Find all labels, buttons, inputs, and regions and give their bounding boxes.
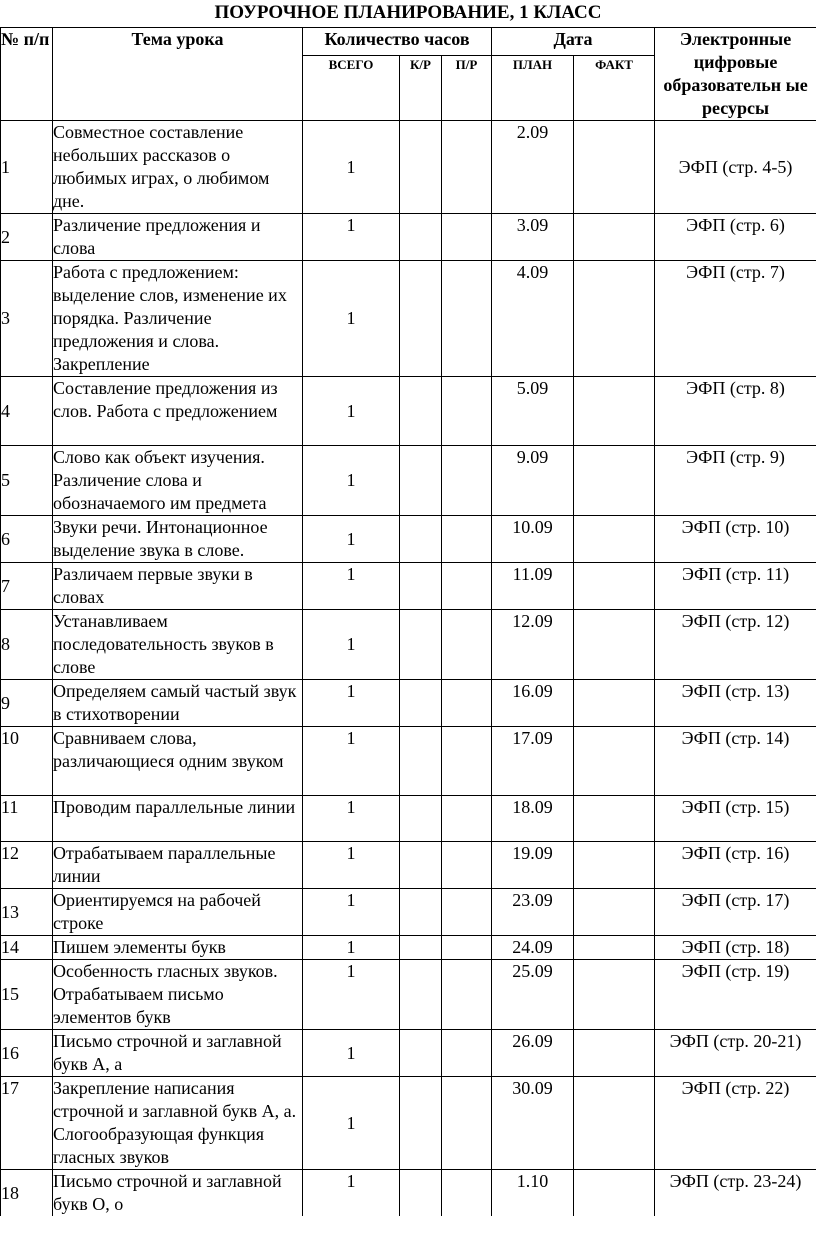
table-row bbox=[1, 1030, 816, 1077]
table-body bbox=[1, 121, 816, 1217]
cell-pr bbox=[442, 680, 492, 727]
cell-num: 17 bbox=[1, 1077, 53, 1170]
header-plan: ПЛАН bbox=[492, 56, 574, 121]
cell-topic: Проводим параллельные линии bbox=[53, 796, 303, 842]
cell-hours: 1 bbox=[303, 960, 400, 1030]
cell-resource: ЭФП (стр. 8) bbox=[655, 377, 816, 446]
cell-resource: ЭФП (стр. 22) bbox=[655, 1077, 816, 1170]
cell-num: 11 bbox=[1, 796, 53, 842]
cell-fact bbox=[574, 680, 655, 727]
cell-resource: ЭФП (стр. 20-21) bbox=[655, 1030, 816, 1077]
cell-num: 12 bbox=[1, 842, 53, 889]
cell-resource: ЭФП (стр. 17) bbox=[655, 889, 816, 936]
page-title: ПОУРОЧНОЕ ПЛАНИРОВАНИЕ, 1 КЛАСС bbox=[214, 2, 602, 23]
header-pr: П/Р bbox=[442, 56, 492, 121]
cell-plan: 12.09 bbox=[492, 610, 574, 680]
cell-fact bbox=[574, 796, 655, 842]
cell-pr bbox=[442, 1030, 492, 1077]
cell-topic: Закрепление написания строчной и заглавной букв А, а. Слогообразующая функция гласных звуков bbox=[53, 1077, 303, 1170]
cell-topic: Слово как объект изучения. Различение слова и обозначаемого им предмета bbox=[53, 446, 303, 516]
cell-hours: 1 bbox=[303, 936, 400, 960]
cell-fact bbox=[574, 563, 655, 610]
cell-kr bbox=[400, 563, 442, 610]
cell-hours: 1 bbox=[303, 1030, 400, 1077]
cell-topic: Ориентируемся на рабочей строке bbox=[53, 889, 303, 936]
cell-resource: ЭФП (стр. 11) bbox=[655, 563, 816, 610]
table-row bbox=[1, 1077, 816, 1170]
cell-pr bbox=[442, 563, 492, 610]
table-row bbox=[1, 121, 816, 214]
cell-num: 10 bbox=[1, 727, 53, 796]
cell-fact bbox=[574, 727, 655, 796]
header-date: Дата bbox=[492, 28, 655, 56]
cell-plan: 11.09 bbox=[492, 563, 574, 610]
table-row bbox=[1, 1170, 816, 1217]
cell-topic: Работа с предложением: выделение слов, изменение их порядка. Различение предложения и слова. Закрепление bbox=[53, 261, 303, 377]
cell-plan: 24.09 bbox=[492, 936, 574, 960]
table-row bbox=[1, 377, 816, 446]
cell-plan: 9.09 bbox=[492, 446, 574, 516]
cell-topic: Устанавливаем последовательность звуков в слове bbox=[53, 610, 303, 680]
cell-pr bbox=[442, 610, 492, 680]
cell-fact bbox=[574, 261, 655, 377]
cell-plan: 17.09 bbox=[492, 727, 574, 796]
cell-plan: 18.09 bbox=[492, 796, 574, 842]
cell-plan: 3.09 bbox=[492, 214, 574, 261]
cell-fact bbox=[574, 1030, 655, 1077]
cell-topic: Совместное составление небольших рассказов о любимых играх, о любимом дне. bbox=[53, 121, 303, 214]
cell-topic: Различаем первые звуки в словах bbox=[53, 563, 303, 610]
cell-pr bbox=[442, 214, 492, 261]
cell-plan: 25.09 bbox=[492, 960, 574, 1030]
cell-pr bbox=[442, 121, 492, 214]
cell-fact bbox=[574, 610, 655, 680]
table-row bbox=[1, 936, 816, 960]
cell-num: 6 bbox=[1, 516, 53, 563]
cell-fact bbox=[574, 446, 655, 516]
cell-num: 18 bbox=[1, 1170, 53, 1217]
cell-num: 7 bbox=[1, 563, 53, 610]
cell-fact bbox=[574, 936, 655, 960]
header-row-1 bbox=[1, 28, 816, 56]
cell-resource: ЭФП (стр. 7) bbox=[655, 261, 816, 377]
cell-resource: ЭФП (стр. 23-24) bbox=[655, 1170, 816, 1217]
cell-hours: 1 bbox=[303, 610, 400, 680]
header-topic: Тема урока bbox=[53, 28, 303, 121]
cell-pr bbox=[442, 1077, 492, 1170]
cell-resource: ЭФП (стр. 19) bbox=[655, 960, 816, 1030]
cell-kr bbox=[400, 842, 442, 889]
cell-hours: 1 bbox=[303, 796, 400, 842]
cell-kr bbox=[400, 889, 442, 936]
cell-kr bbox=[400, 796, 442, 842]
cell-pr bbox=[442, 446, 492, 516]
cell-pr bbox=[442, 936, 492, 960]
table-row bbox=[1, 261, 816, 377]
cell-pr bbox=[442, 516, 492, 563]
cell-kr bbox=[400, 1077, 442, 1170]
cell-hours: 1 bbox=[303, 377, 400, 446]
table-row bbox=[1, 214, 816, 261]
table-row bbox=[1, 960, 816, 1030]
cell-plan: 4.09 bbox=[492, 261, 574, 377]
cell-resource: ЭФП (стр. 18) bbox=[655, 936, 816, 960]
cell-resource: ЭФП (стр. 12) bbox=[655, 610, 816, 680]
cell-kr bbox=[400, 936, 442, 960]
cell-resource: ЭФП (стр. 13) bbox=[655, 680, 816, 727]
cell-num: 13 bbox=[1, 889, 53, 936]
cell-hours: 1 bbox=[303, 889, 400, 936]
cell-plan: 1.10 bbox=[492, 1170, 574, 1217]
lesson-plan-table bbox=[0, 27, 816, 1216]
table-row bbox=[1, 842, 816, 889]
cell-kr bbox=[400, 610, 442, 680]
cell-hours: 1 bbox=[303, 446, 400, 516]
cell-plan: 5.09 bbox=[492, 377, 574, 446]
cell-num: 5 bbox=[1, 446, 53, 516]
cell-kr bbox=[400, 727, 442, 796]
table-row bbox=[1, 446, 816, 516]
cell-pr bbox=[442, 377, 492, 446]
cell-kr bbox=[400, 214, 442, 261]
cell-topic: Различение предложения и слова bbox=[53, 214, 303, 261]
cell-topic: Составление предложения из слов. Работа с предложением bbox=[53, 377, 303, 446]
cell-pr bbox=[442, 727, 492, 796]
cell-num: 1 bbox=[1, 121, 53, 214]
cell-plan: 26.09 bbox=[492, 1030, 574, 1077]
cell-fact bbox=[574, 214, 655, 261]
cell-resource: ЭФП (стр. 14) bbox=[655, 727, 816, 796]
cell-resource: ЭФП (стр. 9) bbox=[655, 446, 816, 516]
header-num: № п/п bbox=[1, 28, 53, 121]
cell-plan: 19.09 bbox=[492, 842, 574, 889]
cell-topic: Особенность гласных звуков. Отрабатываем письмо элементов букв bbox=[53, 960, 303, 1030]
cell-kr bbox=[400, 1030, 442, 1077]
cell-hours: 1 bbox=[303, 121, 400, 214]
cell-num: 8 bbox=[1, 610, 53, 680]
table-row bbox=[1, 727, 816, 796]
cell-topic: Письмо строчной и заглавной букв А, а bbox=[53, 1030, 303, 1077]
header-kr: К/Р bbox=[400, 56, 442, 121]
cell-fact bbox=[574, 842, 655, 889]
cell-kr bbox=[400, 446, 442, 516]
cell-fact bbox=[574, 377, 655, 446]
cell-fact bbox=[574, 516, 655, 563]
cell-num: 14 bbox=[1, 936, 53, 960]
cell-topic: Пишем элементы букв bbox=[53, 936, 303, 960]
cell-hours: 1 bbox=[303, 214, 400, 261]
cell-fact bbox=[574, 960, 655, 1030]
cell-topic: Письмо строчной и заглавной букв О, о bbox=[53, 1170, 303, 1217]
cell-pr bbox=[442, 1170, 492, 1217]
cell-kr bbox=[400, 960, 442, 1030]
cell-kr bbox=[400, 680, 442, 727]
cell-num: 4 bbox=[1, 377, 53, 446]
cell-hours: 1 bbox=[303, 1170, 400, 1217]
cell-fact bbox=[574, 121, 655, 214]
cell-resource: ЭФП (стр. 15) bbox=[655, 796, 816, 842]
cell-plan: 10.09 bbox=[492, 516, 574, 563]
table-row bbox=[1, 563, 816, 610]
cell-topic: Звуки речи. Интонационное выделение звука в слове. bbox=[53, 516, 303, 563]
header-resources: Электронные цифровые образовательн ые ресурсы bbox=[655, 28, 816, 121]
cell-hours: 1 bbox=[303, 1077, 400, 1170]
cell-fact bbox=[574, 889, 655, 936]
cell-kr bbox=[400, 121, 442, 214]
cell-num: 2 bbox=[1, 214, 53, 261]
cell-resource: ЭФП (стр. 16) bbox=[655, 842, 816, 889]
cell-hours: 1 bbox=[303, 842, 400, 889]
cell-kr bbox=[400, 1170, 442, 1217]
cell-hours: 1 bbox=[303, 516, 400, 563]
cell-topic: Отрабатываем параллельные линии bbox=[53, 842, 303, 889]
table-row bbox=[1, 796, 816, 842]
cell-kr bbox=[400, 261, 442, 377]
cell-pr bbox=[442, 842, 492, 889]
cell-pr bbox=[442, 261, 492, 377]
header-fact: ФАКТ bbox=[574, 56, 655, 121]
cell-kr bbox=[400, 377, 442, 446]
cell-hours: 1 bbox=[303, 261, 400, 377]
cell-num: 3 bbox=[1, 261, 53, 377]
cell-num: 9 bbox=[1, 680, 53, 727]
cell-plan: 2.09 bbox=[492, 121, 574, 214]
cell-hours: 1 bbox=[303, 563, 400, 610]
cell-pr bbox=[442, 889, 492, 936]
header-total: ВСЕГО bbox=[303, 56, 400, 121]
cell-plan: 30.09 bbox=[492, 1077, 574, 1170]
cell-fact bbox=[574, 1077, 655, 1170]
cell-kr bbox=[400, 516, 442, 563]
cell-topic: Определяем самый частый звук в стихотворении bbox=[53, 680, 303, 727]
cell-resource: ЭФП (стр. 6) bbox=[655, 214, 816, 261]
cell-resource: ЭФП (стр. 10) bbox=[655, 516, 816, 563]
cell-plan: 23.09 bbox=[492, 889, 574, 936]
cell-resource: ЭФП (стр. 4-5) bbox=[655, 121, 816, 214]
cell-num: 16 bbox=[1, 1030, 53, 1077]
table-row bbox=[1, 610, 816, 680]
cell-plan: 16.09 bbox=[492, 680, 574, 727]
header-hours: Количество часов bbox=[303, 28, 492, 56]
cell-fact bbox=[574, 1170, 655, 1217]
cell-hours: 1 bbox=[303, 727, 400, 796]
cell-num: 15 bbox=[1, 960, 53, 1030]
table-row bbox=[1, 516, 816, 563]
cell-hours: 1 bbox=[303, 680, 400, 727]
cell-topic: Сравниваем слова, различающиеся одним звуком bbox=[53, 727, 303, 796]
table-row bbox=[1, 680, 816, 727]
cell-pr bbox=[442, 796, 492, 842]
cell-pr bbox=[442, 960, 492, 1030]
table-row bbox=[1, 889, 816, 936]
